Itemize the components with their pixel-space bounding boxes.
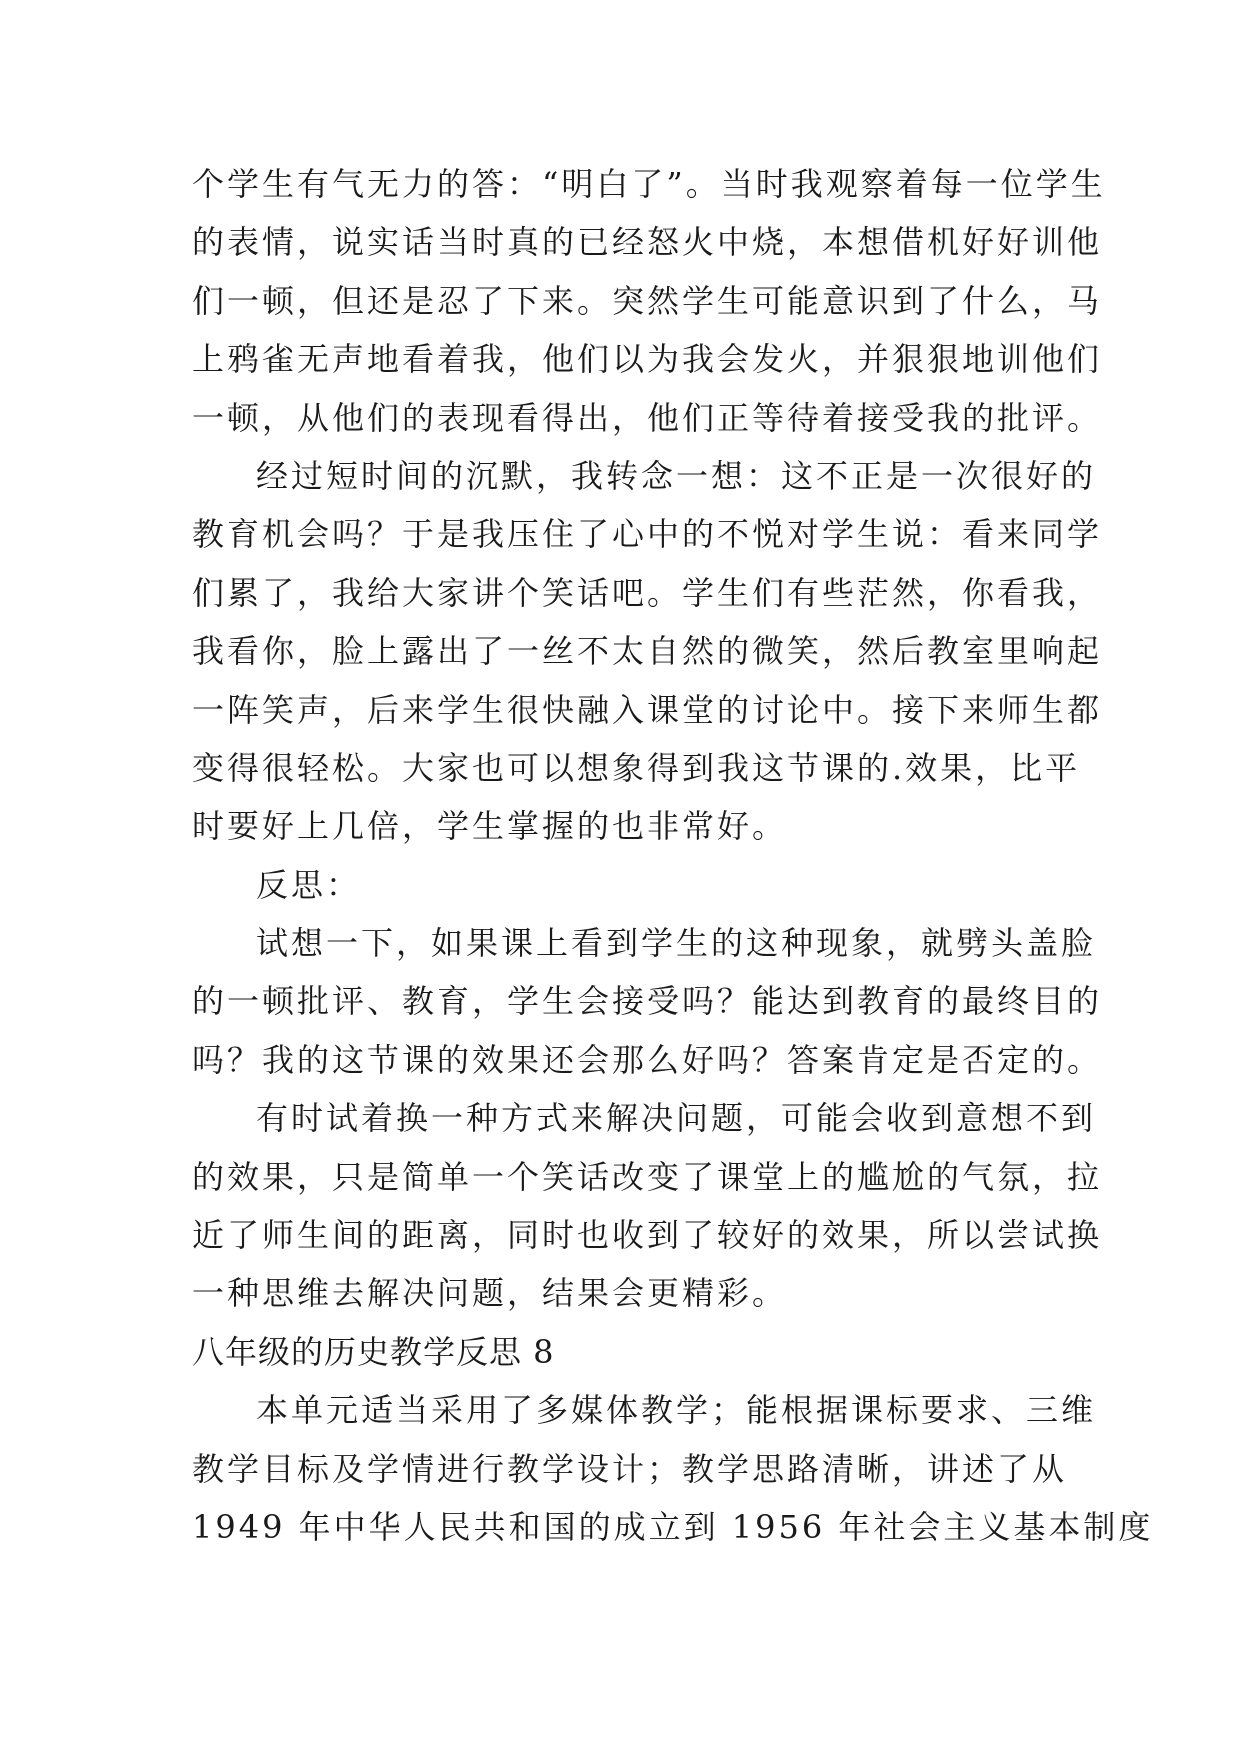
paragraph-3 [192,914,1103,1089]
text-line: 试想一下，如果课上看到学生的这种现象，就劈头盖脸 [256,924,1097,963]
text-line: 们累了，我给大家讲个笑话吧。学生们有些茫然，你看我， [192,573,1103,612]
text-line: 的一顿批评、教育，学生会接受吗？能达到教育的最终目的 [192,982,1103,1021]
paragraph-5 [192,1381,1154,1556]
text-line: 1949 年中华人民共和国的成立到 1956 年社会主义基本制度 [192,1507,1154,1546]
text-line: 时要好上几倍，学生掌握的也非常好。 [192,807,788,846]
document-body [192,155,1154,1556]
section-title: 八年级的历史教学反思 8 [192,1332,555,1371]
text-line: 上鸦雀无声地看着我，他们以为我会发火，并狠狠地训他们 [192,340,1103,379]
text-line: 经过短时间的沉默，我转念一想：这不正是一次很好的 [256,456,1097,495]
text-line: 教学目标及学情进行教学设计；教学思路清晰，讲述了从 [192,1449,1068,1488]
text-line: 本单元适当采用了多媒体教学；能根据课标要求、三维 [256,1391,1097,1430]
paragraph-2 [192,447,1103,856]
text-line: 们一顿，但还是忍了下来。突然学生可能意识到了什么，马 [192,281,1103,320]
reflection-label: 反思： [256,865,362,904]
paragraph-4 [192,1089,1103,1323]
text-line: 吗？我的这节课的效果还会那么好吗？答案肯定是否定的。 [192,1040,1103,1079]
text-line: 一顿，从他们的表现看得出，他们正等待着接受我的批评。 [192,398,1103,437]
text-line: 个学生有气无力的答：“明白了”。当时我观察着每一位学生 [192,165,1106,203]
text-line: 有时试着换一种方式来解决问题，可能会收到意想不到 [256,1099,1097,1138]
text-line: 我看你，脸上露出了一丝不太自然的微笑，然后教室里响起 [192,632,1103,671]
text-line: 近了师生间的距离，同时也收到了较好的效果，所以尝试换 [192,1216,1103,1255]
text-line: 教育机会吗？于是我压住了心中的不悦对学生说：看来同学 [192,515,1103,554]
text-line: 的表情，说实话当时真的已经怒火中烧，本想借机好好训他 [192,223,1103,262]
text-line: 的效果，只是简单一个笑话改变了课堂上的尴尬的气氛，拉 [192,1157,1103,1196]
paragraph-1 [192,155,1106,447]
text-line: 一阵笑声，后来学生很快融入课堂的讨论中。接下来师生都 [192,690,1103,729]
text-line: 一种思维去解决问题，结果会更精彩。 [192,1274,788,1313]
text-line: 变得很轻松。大家也可以想象得到我这节课的.效果，比平 [192,748,1081,787]
